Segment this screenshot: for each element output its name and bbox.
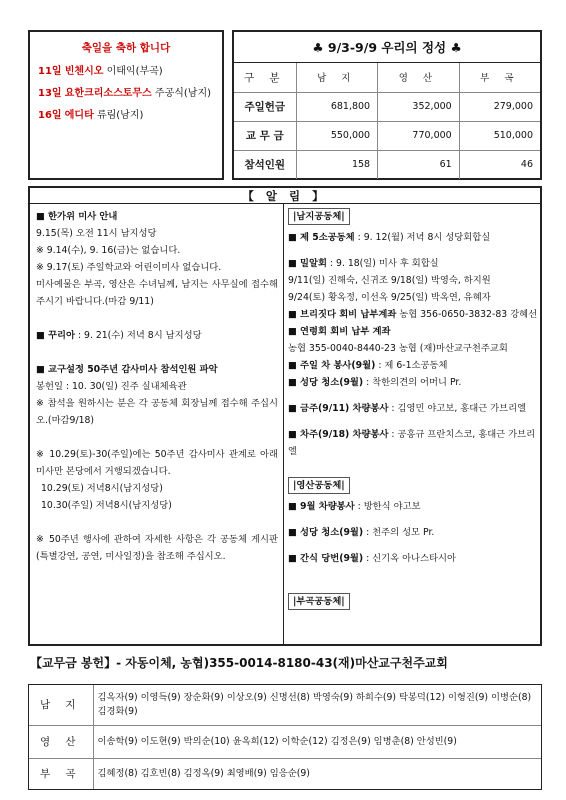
amount-cell: 158 [296,150,378,179]
donor-label: 남 지 [29,685,93,725]
news-title: 【 알 림 】 [30,188,540,204]
notice-line: ※ 50주년 행사에 관하여 자세한 사항은 각 공동체 게시판(특별강연, 공연, 미사일정)을 참조해 주십시오. [36,534,278,562]
notice-text: : 9. 21(수) 저녁 8시 남지성당 [74,330,202,341]
feast-item [38,83,214,105]
amount-cell: 46 [459,150,540,179]
feast-day: 11일 [38,66,62,77]
offering-row [234,150,540,179]
news-left-column [36,208,278,565]
account-notice: 【교무금 봉헌】- 자동이체, 농협)355-0014-8180-43(재)마산교구천주교회 [30,656,448,670]
feast-day: 13일 [38,88,62,99]
notice-item: ■ 금주(9/11) 차량봉사 : 김영민 야고보, 홍대근 가브리엘 [288,400,540,417]
feast-item [38,105,214,127]
notice-line: 10.30(주일) 저녁8시(남지성당) [41,500,172,511]
offering-box [232,30,542,180]
notice-item: ■ 주일 차 봉사(9월) : 제 6-1소공동체 [288,357,540,374]
donor-row [29,725,541,758]
notice-line: 10.29(토) 저녁8시(남지성당) [41,483,163,494]
amount-cell: 279,000 [459,92,540,121]
donor-row [29,685,541,725]
notice-item: ■ 제 5소공동체 : 9. 12(월) 저녁 8시 성당회합실 [288,229,540,246]
notice-line: 농협 355-0040-8440-23 농협 (재)마산교구천주교회 [288,343,508,354]
donor-table [29,685,541,789]
amount-cell: 550,000 [296,121,378,150]
feast-day-box [28,30,224,180]
news-box [28,186,542,646]
amount-cell: 352,000 [378,92,460,121]
notice-line: 9.15(목) 오전 11시 남지성당 [36,228,157,239]
notice-line: 미사예물은 부곡, 영산은 수녀님께, 남지는 사무실에 접수해주시기 바랍니다.(마감 9/11) [36,279,278,307]
feast-saint: 요한크리소스토무스 [64,88,152,99]
feast-saint: 빈첸시오 [64,66,104,77]
notice-heading: ■ 꾸리아 [36,330,75,341]
column-divider [283,204,284,644]
section-label: |부곡공동체| [288,593,350,610]
notice-line: ※ 9.17(토) 주일학교와 어린이미사 없습니다. [36,262,222,273]
donor-label: 영 산 [29,725,93,758]
section-label: |남지공동체| [288,208,350,225]
feast-item [38,61,214,83]
notice-heading: ■ 교구설정 50주년 감사미사 참석인원 파악 [36,361,278,378]
news-right-column [288,208,540,614]
donor-label: 부 곡 [29,758,93,789]
notice-line: 봉헌일 : 10. 30(일) 진주 실내체육관 [36,381,187,392]
feast-title: 축일을 축하 합니다 [81,42,171,54]
donor-names: 이송학(9) 이도현(9) 박의순(10) 윤옥희(12) 이학순(12) 김정은(9) 임병춘(8) 안성빈(9) [93,725,541,758]
notice-item: ■ 브리짓다 회비 납부계좌 농협 356-0650-3832-83 강혜선 [288,306,540,323]
notice-line: 9/24(토) 황옥정, 이선옥 9/25(일) 박옥연, 유혜자 [288,292,491,303]
amount-cell: 681,800 [296,92,378,121]
feast-day: 16일 [38,110,62,121]
notice-line: ※ 참석을 원하시는 분은 각 공동체 회장님께 접수해 주십시오.(마감9/18) [36,398,278,426]
feast-saint: 에디타 [64,110,94,121]
notice-line: ※ 10.29(토)-30(주일)에는 50주년 감사미사 관계로 아래 미사만 본당에서 거행되겠습니다. [36,449,278,477]
feast-person: 류림(남지) [96,110,144,121]
notice-heading: ■ 한가위 미사 안내 [36,208,278,225]
donor-row [29,758,541,789]
notice-line: 9/11(일) 진해숙, 신귀조 9/18(일) 박영숙, 하지원 [288,275,491,286]
row-label: 교 무 금 [234,121,296,150]
section-label: |영산공동체| [288,477,350,494]
header-cell: 영 산 [378,63,460,92]
header-cell: 부 곡 [459,63,540,92]
notice-item [36,327,278,344]
donor-box [28,684,542,790]
notice-item: ■ 9월 차량봉사 : 방한식 야고보 [288,498,540,515]
notice-item: ■ 성당 청소(9월) : 천주의 성모 Pr. [288,524,540,541]
header-cell: 남 지 [296,63,378,92]
amount-cell: 510,000 [459,121,540,150]
header-cell: 구 분 [234,63,296,92]
notice-item: ■ 성당 청소(9월) : 착한의견의 어머니 Pr. [288,374,540,391]
notice-item: ■ 밀알회 : 9. 18(일) 미사 후 회합실 [288,255,540,272]
offering-header-row [234,63,540,92]
notice-heading: ■ 연령회 회비 납부 계좌 [288,323,540,340]
feast-person: 이태익(부곡) [106,66,163,77]
donor-names: 김옥자(9) 이영득(9) 장순화(9) 이상오(9) 신명선(8) 박영숙(9) 하희수(9) 탁봉덕(12) 이형진(9) 이병순(8) 김경화(9) [93,685,541,725]
notice-item: ■ 간식 당번(9월) : 신기옥 아나스타시아 [288,550,540,567]
amount-cell: 61 [378,150,460,179]
row-label: 주일헌금 [234,92,296,121]
feast-person: 주공식(남지) [154,88,212,99]
row-label: 참석인원 [234,150,296,179]
notice-item: ■ 차주(9/18) 차량봉사 : 공흥규 프란치스코, 홍대근 가브리엘 [288,426,540,460]
offering-table [234,63,540,179]
offering-row [234,121,540,150]
donor-names: 김혜정(8) 김호빈(8) 김정옥(9) 최영배(9) 임응순(9) [93,758,541,789]
offering-row [234,92,540,121]
amount-cell: 770,000 [378,121,460,150]
notice-line: ※ 9.14(수), 9. 16(금)는 없습니다. [36,245,181,256]
offering-title: ♣ 9/3-9/9 우리의 정성 ♣ [234,32,540,63]
